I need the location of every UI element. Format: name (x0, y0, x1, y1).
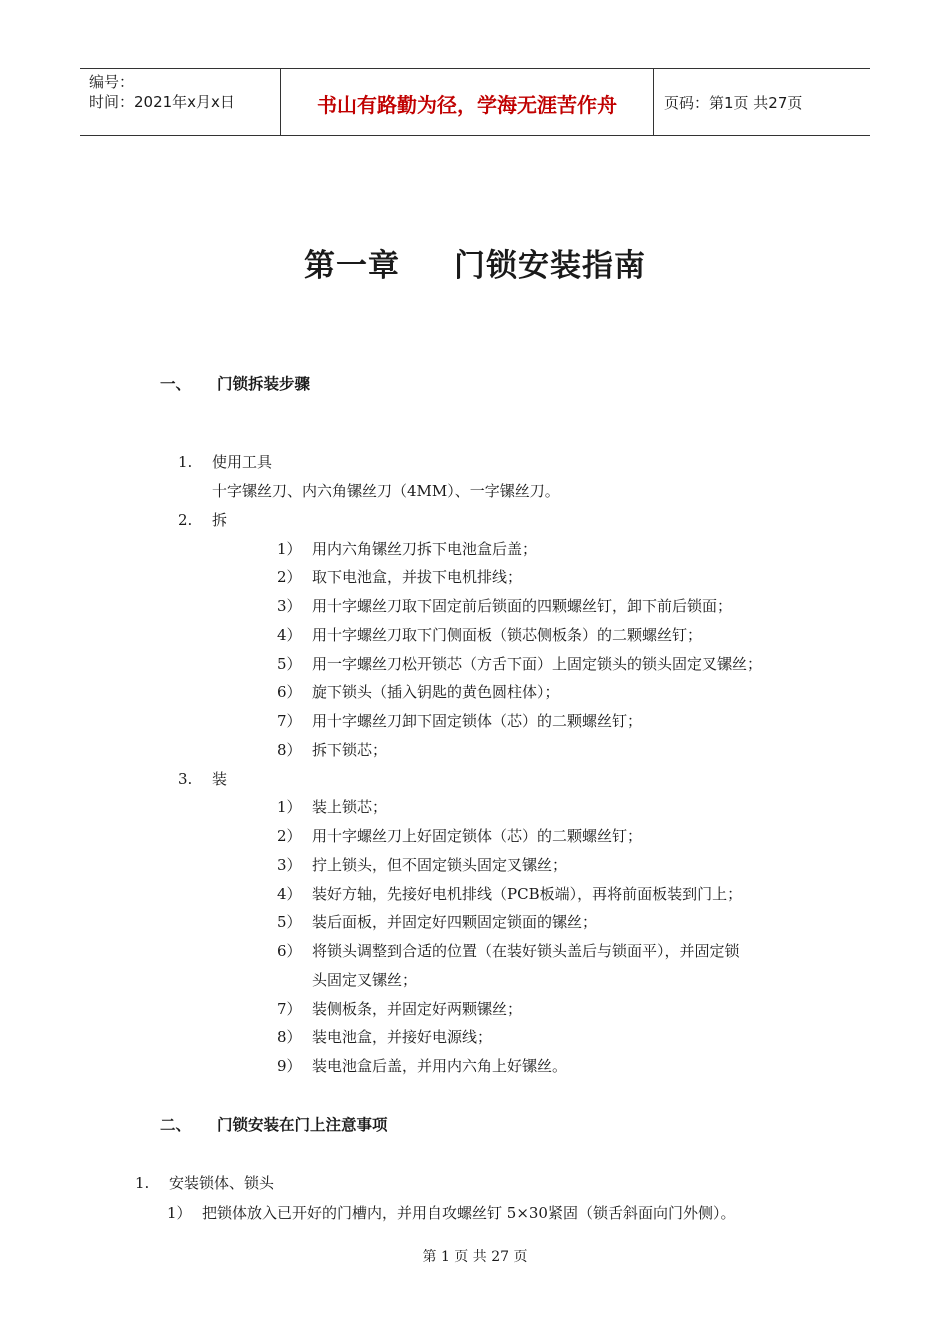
step-number: 1） (277, 540, 302, 558)
item-number: 3. (178, 770, 193, 788)
step-number: 6） (277, 683, 302, 701)
step-text: 用十字螺丝刀取下固定前后锁面的四颗螺丝钉，卸下前后锁面； (312, 597, 733, 615)
step-text: 用一字螺丝刀松开锁芯（方舌下面）上固定锁头的锁头固定叉镙丝； (312, 655, 763, 673)
step-number: 3） (277, 856, 302, 874)
step-number: 6） (277, 942, 302, 960)
header-motto: 书山有路勤为径，学海无涯苦作舟 (281, 69, 654, 135)
step-text: 装侧板条，并固定好两颗镙丝； (312, 1000, 523, 1018)
step-text: 用十字螺丝刀取下门侧面板（锁芯侧板条）的二颗螺丝钉； (312, 626, 703, 644)
step-number: 2） (277, 827, 302, 845)
number-label: 编号： (89, 73, 135, 91)
section-number: 一、 (160, 375, 192, 393)
section-number: 二、 (160, 1116, 192, 1134)
chapter-title (0, 240, 950, 285)
step-text: 装电池盒，并接好电源线； (312, 1028, 493, 1046)
step-text: 拧上锁头，但不固定锁头固定叉镙丝； (312, 856, 568, 874)
tools-description: 十字镙丝刀、内六角镙丝刀（4MM）、一字镙丝刀。 (212, 482, 560, 500)
page-header-table (80, 68, 870, 136)
item-number: 1. (178, 453, 193, 471)
step-text: 装后面板，并固定好四颗固定锁面的镙丝； (312, 913, 598, 931)
step-text: 装好方轴，先接好电机排线（PCB板端），再将前面板装到门上； (312, 885, 743, 903)
step-text-continued: 头固定叉镙丝； (312, 971, 418, 989)
step-text: 用十字螺丝刀上好固定锁体（芯）的二颗螺丝钉； (312, 827, 643, 845)
step-number: 4） (277, 885, 302, 903)
step-text: 把锁体放入已开好的门槽内，并用自攻螺丝钉 5×30紧固（锁舌斜面向门外侧）。 (202, 1204, 736, 1222)
item-number: 2. (178, 511, 193, 529)
time-label: 时间：2021年x月x日 (89, 93, 235, 111)
item-title: 使用工具 (212, 453, 273, 471)
step-text: 装上锁芯； (312, 798, 388, 816)
step-text: 拆下锁芯； (312, 741, 388, 759)
chapter-number: 第一章 (304, 248, 400, 284)
header-page-info: 页码：第1页 共27页 (664, 93, 803, 112)
step-number: 1） (167, 1204, 192, 1222)
step-number: 5） (277, 655, 302, 673)
item-title: 安装锁体、锁头 (169, 1174, 275, 1192)
step-number: 5） (277, 913, 302, 931)
step-number: 8） (277, 741, 302, 759)
chapter-name: 门锁安装指南 (454, 248, 646, 284)
item-number: 1. (135, 1174, 150, 1192)
section-title: 门锁安装在门上注意事项 (217, 1116, 388, 1134)
step-number: 9） (277, 1057, 302, 1075)
item-title: 拆 (212, 511, 228, 529)
step-text: 装电池盒后盖，并用内六角上好镙丝。 (312, 1057, 568, 1075)
page-footer: 第 1 页 共 27 页 (422, 1249, 528, 1265)
item-title: 装 (212, 770, 228, 788)
step-text: 将锁头调整到合适的位置（在装好锁头盖后与锁面平），并固定锁 (312, 942, 740, 960)
step-text: 取下电池盒，并拔下电机排线； (312, 568, 523, 586)
header-left-cell (80, 69, 281, 135)
step-number: 4） (277, 626, 302, 644)
step-text: 旋下锁头（插入钥匙的黄色圆柱体）； (312, 683, 560, 701)
step-text: 用十字螺丝刀卸下固定锁体（芯）的二颗螺丝钉； (312, 712, 643, 730)
step-text: 用内六角镙丝刀拆下电池盒后盖； (312, 540, 538, 558)
section-title: 门锁拆装步骤 (217, 375, 311, 393)
step-number: 3） (277, 597, 302, 615)
step-number: 2） (277, 568, 302, 586)
step-number: 1） (277, 798, 302, 816)
step-number: 7） (277, 712, 302, 730)
step-number: 8） (277, 1028, 302, 1046)
step-number: 7） (277, 1000, 302, 1018)
